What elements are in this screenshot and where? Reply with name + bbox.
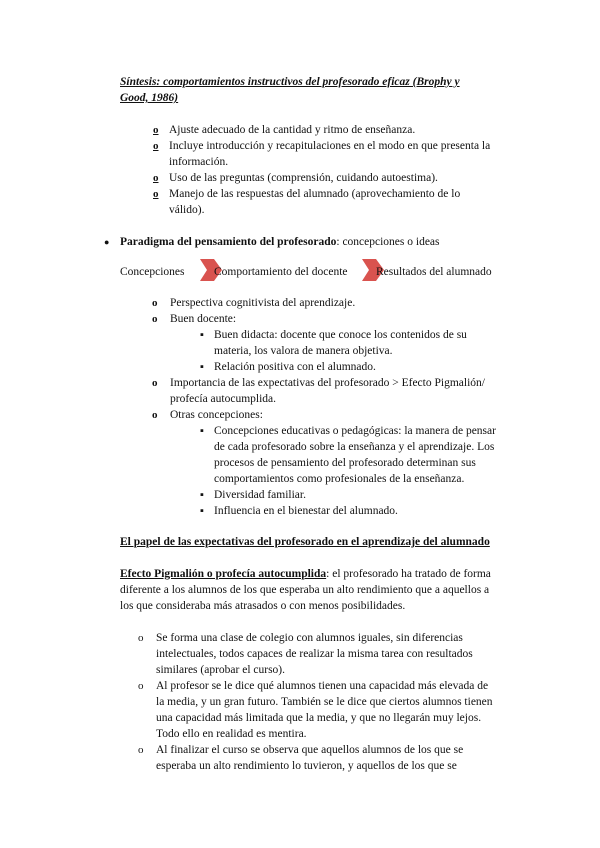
- square-bullet-icon: ▪: [200, 425, 204, 437]
- list-item-cont: profecía autocumplida.: [170, 393, 277, 405]
- list-marker: o: [152, 313, 158, 325]
- paradigm-rest: : concepciones o ideas: [336, 236, 440, 248]
- square-bullet-icon: ▪: [200, 361, 204, 373]
- bullet-icon: ●: [104, 237, 110, 247]
- square-bullet-icon: ▪: [200, 329, 204, 341]
- sub-list-item-cont: comportamientos como profesionales de la enseñanza.: [214, 473, 465, 485]
- list-item: Se forma una clase de colegio con alumnos iguales, sin diferencias: [156, 632, 463, 644]
- flow-step-concepciones: Concepciones: [120, 266, 185, 278]
- sub-list-item: Buen didacta: docente que conoce los contenidos de su: [214, 329, 467, 341]
- sub-list-item-cont: materia, los valora de manera objetiva.: [214, 345, 393, 357]
- list-marker: o: [153, 172, 159, 184]
- list-marker: o: [138, 632, 144, 644]
- list-item: Incluye introducción y recapitulaciones en el modo en que presenta la: [169, 140, 491, 152]
- list-item: Al profesor se le dice qué alumnos tienen una capacidad más elevada de: [156, 680, 489, 692]
- sub-list-item: Relación positiva con el alumnado.: [214, 361, 376, 373]
- pigmalion-term: Efecto Pigmalión o profecía autocumplida: [120, 568, 327, 580]
- sub-list-item-cont: procesos de pensamiento del profesorado determinan sus: [214, 457, 476, 469]
- list-item-cont: la media, y un gran futuro. También se le dice que ciertos alumnos tienen: [156, 696, 493, 708]
- square-bullet-icon: ▪: [200, 489, 204, 501]
- list-item: Buen docente:: [170, 313, 237, 325]
- list-marker: o: [153, 140, 159, 152]
- pigmalion-line-1: [120, 566, 491, 582]
- list-item: Perspectiva cognitivista del aprendizaje.: [170, 297, 356, 309]
- section-heading: El papel de las expectativas del profesorado en el aprendizaje del alumnado: [120, 536, 490, 548]
- flow-step-comportamiento: Comportamiento del docente: [214, 266, 348, 278]
- list-item-cont: similares (aprobar el curso).: [156, 664, 286, 676]
- square-bullet-icon: ▪: [200, 505, 204, 517]
- flow-step-resultados: Resultados del alumnado: [376, 266, 492, 278]
- list-marker: o: [153, 124, 159, 136]
- sub-list-item: Influencia en el bienestar del alumnado.: [214, 505, 398, 517]
- list-marker: o: [152, 377, 158, 389]
- list-marker: o: [152, 409, 158, 421]
- title-line-2: Good, 1986): [120, 92, 179, 104]
- sub-list-item: Concepciones educativas o pedagógicas: la manera de pensar: [214, 425, 496, 437]
- list-item: Al finalizar el curso se observa que aquellos alumnos de los que se: [156, 744, 464, 756]
- list-item: Otras concepciones:: [170, 409, 263, 421]
- list-item: Uso de las preguntas (comprensión, cuidando autoestima).: [169, 172, 438, 184]
- list-item: Importancia de las expectativas del profesorado > Efecto Pigmalión/: [170, 377, 485, 389]
- sub-list-item: Diversidad familiar.: [214, 489, 306, 501]
- list-marker: o: [152, 297, 158, 309]
- list-item-cont: Todo ello en realidad es mentira.: [156, 728, 307, 740]
- list-item-cont: información.: [169, 156, 229, 168]
- list-item: Ajuste adecuado de la cantidad y ritmo de enseñanza.: [169, 124, 416, 136]
- list-item: Manejo de las respuestas del alumnado (aprovechamiento de lo: [169, 188, 461, 200]
- paradigm-heading: [120, 234, 440, 250]
- list-item-cont: esperaba un alto rendimiento lo tuvieron, y aquellos de los que se: [156, 760, 457, 772]
- pigmalion-line-2: diferente a los alumnos de los que esperaba un alto rendimiento que a aquellos a: [120, 584, 490, 596]
- list-item-cont: una capacidad más limitada que la media, y que no llegarán muy lejos.: [156, 712, 482, 724]
- list-marker: o: [138, 744, 144, 756]
- list-item-cont: intelectuales, todos capaces de realizar la misma tarea con resultados: [156, 648, 473, 660]
- sub-list-item-cont: de cada profesorado sobre la enseñanza y el aprendizaje. Los: [214, 441, 495, 453]
- paradigm-bold: Paradigma del pensamiento del profesorado: [120, 236, 337, 248]
- list-item-cont: válido).: [169, 204, 205, 216]
- title-line-1: Síntesis: comportamientos instructivos del profesorado eficaz (Brophy y: [120, 76, 460, 88]
- list-marker: o: [153, 188, 159, 200]
- list-marker: o: [138, 680, 144, 692]
- pigmalion-text: : el profesorado ha tratado de forma: [326, 568, 491, 580]
- pigmalion-line-3: los que consideraba más atrasados o con menos posibilidades.: [120, 600, 406, 612]
